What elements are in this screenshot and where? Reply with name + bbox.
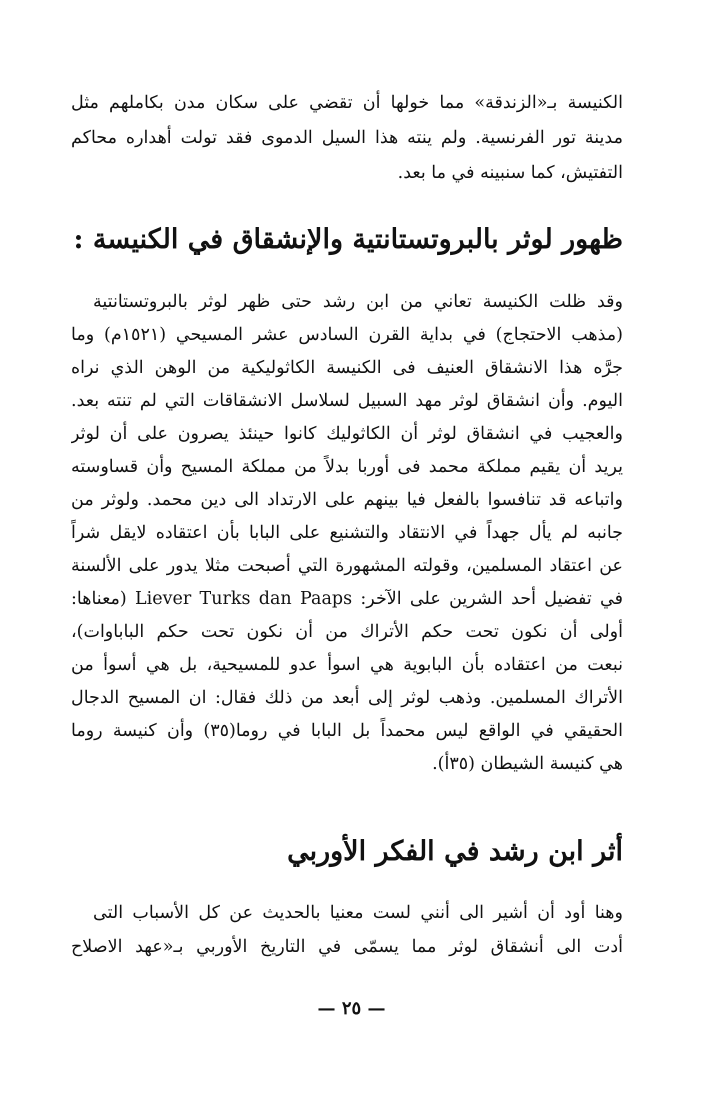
text-line: هي كنيسة الشيطان (٣٥أ).	[432, 754, 623, 774]
text-line: في تفضيل أحد الشرين على الآخر: Liever Turks dan Paaps (معناها:	[71, 589, 623, 609]
text-line: عن اعتقاد المسلمين، وقولته المشهورة التي أصبحت مثلا يدور على الألسنة	[71, 556, 623, 576]
text-line: (مذهب الاحتجاج) في بداية القرن السادس عشر المسيحي (١٥٢١م) وما	[71, 325, 623, 345]
text-line: وقد ظلت الكنيسة تعاني من ابن رشد حتى ظهر لوثر بالبروتستانتية	[93, 292, 623, 312]
text-line: الكنيسة بـ«الزندقة» مما خولها أن تقضي على سكان مدن بكاملهم مثل	[71, 93, 623, 113]
text-line: الحقيقي في الواقع ليس محمداً بل البابا في روما(٣٥) وأن كنيسة روما	[71, 721, 623, 741]
text-line: الأتراك المسلمين. وذهب لوثر إلى أبعد من ذلك فقال: ان المسيح الدجال	[71, 688, 623, 708]
text-line: أولى أن نكون تحت حكم الأتراك من أن نكون تحت حكم الباباوات)،	[71, 622, 623, 642]
text-line: التفتيش، كما سنبينه في ما بعد.	[397, 163, 623, 183]
text-line: واتباعه قد تنافسوا بالفعل فيا بينهم على الارتداد الى دين محمد. ولوثر من	[71, 490, 623, 510]
text-line: مدينة تور الفرنسية. ولم ينته هذا السيل الدموى فقد تولت أهداره محاكم	[71, 128, 623, 148]
text-line: وهنا أود أن أشير الى أنني لست معنيا بالحديث عن كل الأسباب التى	[93, 903, 623, 923]
text-line: والعجيب في انشقاق لوثر أن الكاثوليك كانوا حينئذ يصرون على أن لوثر	[71, 424, 623, 444]
text-line: اليوم. وأن انشقاق لوثر مهد السبيل لسلاسل الانشقاقات التي لم تنته بعد.	[71, 391, 623, 411]
section-heading: ظهور لوثر بالبروتستانتية والإنشقاق في الكنيسة :	[73, 224, 623, 255]
page-number: — ٢٥ —	[317, 998, 386, 1019]
text-line: جرَّه هذا الانشقاق العنيف فى الكنيسة الكاثوليكية من الوهن الذي نراه	[71, 358, 623, 378]
section-heading: أثر ابن رشد في الفكر الأوربي	[287, 836, 623, 867]
text-line: يريد أن يقيم مملكة محمد فى أوربا بدلاً من مملكة المسيح وأن قساوسته	[71, 457, 623, 477]
text-line: أدت الى أنشقاق لوثر مما يسمّى في التاريخ الأوربي بـ«عهد الاصلاح	[71, 937, 623, 957]
text-line: جانبه لم يأل جهداً في الانتقاد والتشنيع على البابا بأن اعتقاده لايقل شراً	[71, 523, 623, 543]
text-line: نبعت من اعتقاده بأن البابوية هي اسوأ عدو للمسيحية، بل هي أسوأ من	[71, 655, 623, 675]
